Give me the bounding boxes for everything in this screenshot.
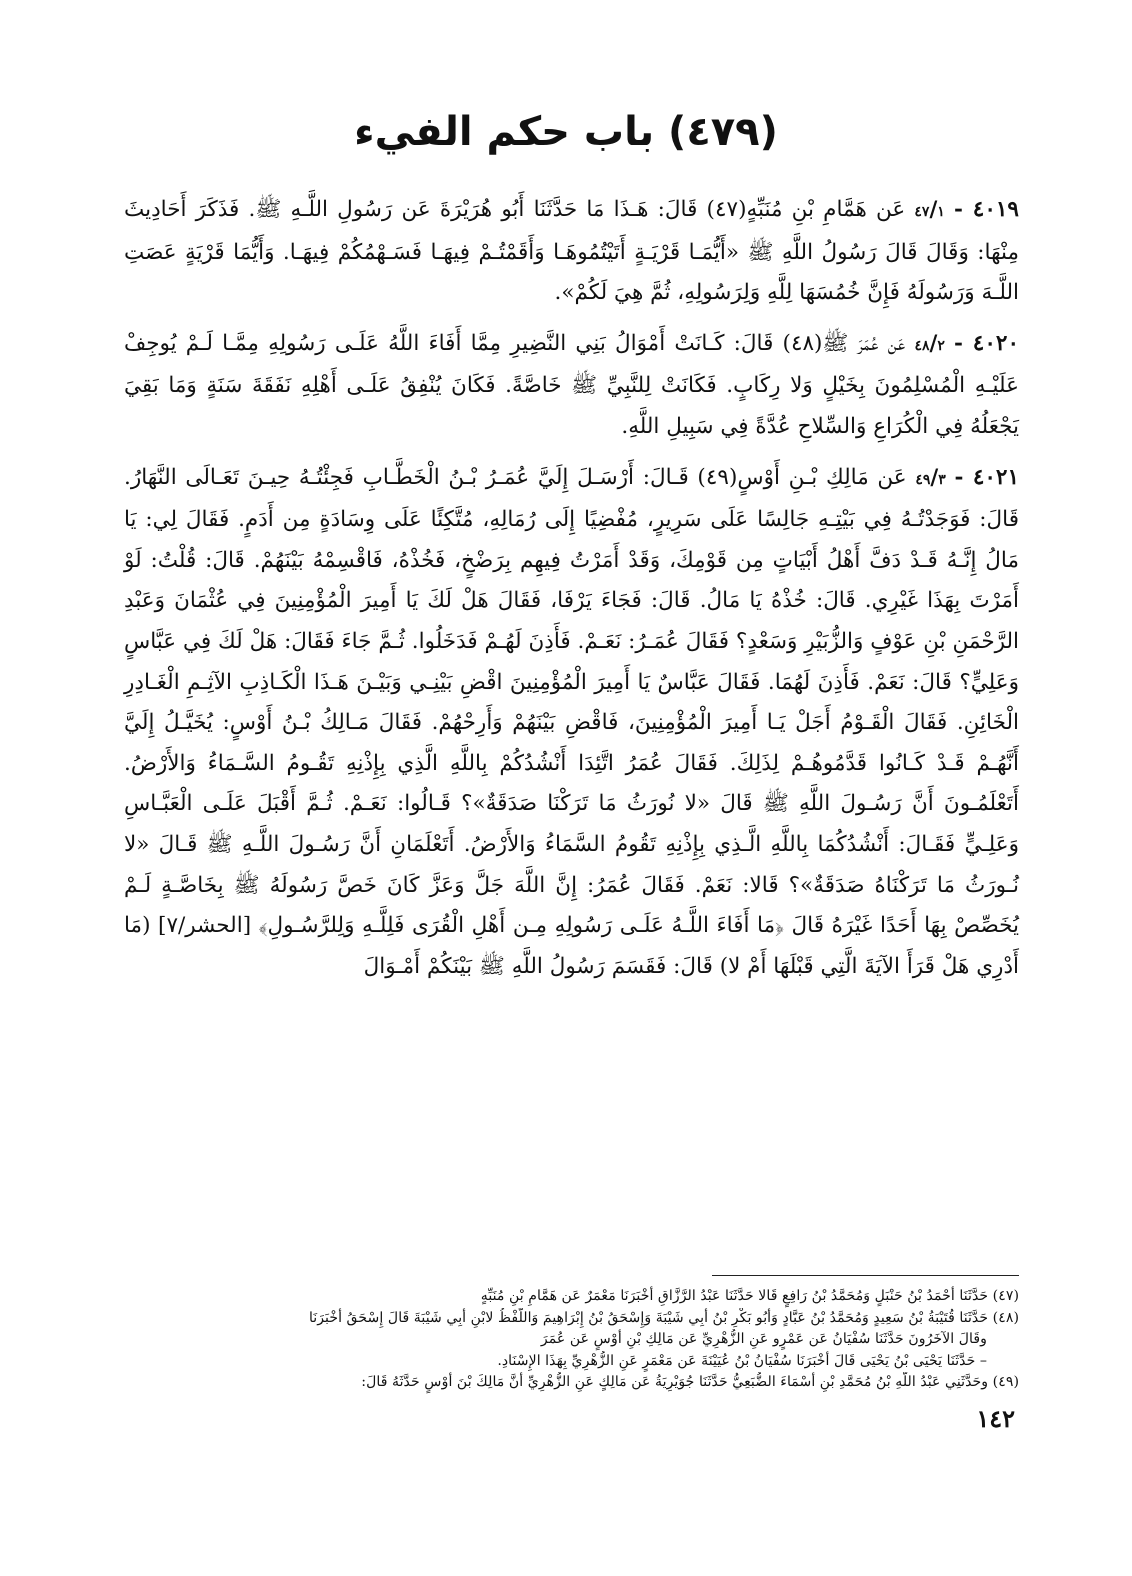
hadith-text: عَن مَالِكِ بْـنِ أَوْسٍ(٤٩) قَـالَ: أَرْسَـلَ إِلَيَّ عُمَـرُ بْـنُ الْخَطَّـابِ فَجِئْتُـهُ حِيـنَ تَعَـالَى النَّهَارُ. قَالَ: فَوَجَدْتُـهُ فِي بَيْتِـهِ جَالِسًا عَلَى سَرِيرٍ، مُفْضِيًا إِلَى رُمَالِهِ، مُتَّكِئًا عَلَى وِسَادَةٍ مِن أَدَمٍ. فَقَالَ لِي: يَا مَالُ إِنَّـهُ قَـدْ دَفَّ أَهْلُ أَبْيَاتٍ مِن قَوْمِكَ، وَقَدْ أَمَرْتُ فِيهِم بِرَضْخٍ، فَخُذْهُ، فَاقْسِمْهُ بَيْنَهُمْ. قَالَ: قُلْتُ: لَوْ أَمَرْتَ بِهَذَا غَيْرِي. قَالَ: خُذْهُ يَا مَالُ. قَالَ: فَجَاءَ يَرْفَا، فَقَالَ هَلْ لَكَ يَا أَمِيرَ الْمُؤْمِنِينَ فِي عُثْمَانَ وَعَبْدِ الرَّحْمَنِ بْنِ عَوْفٍ وَالزُّبَيْرِ وَسَعْدٍ؟ فَقَالَ عُمَـرُ: نَعَـمْ. فَأَذِنَ لَهُـمْ فَدَخَلُوا. ثُـمَّ جَاءَ فَقَالَ: هَلْ لَكَ فِي عَبَّاسٍ وَعَلِيٍّ؟ قَالَ: نَعَمْ. فَأَذِنَ لَهُمَا. فَقَالَ عَبَّاسٌ يَا أَمِيرَ الْمُؤْمِنِينَ اقْضِ بَيْنِـي وَبَيْـنَ هَـذَا الْكَـاذِبِ الآثِـمِ الْغَـادِرِ الْخَائِنِ. فَقَالَ الْقَـوْمُ أَجَلْ يَـا أَمِيرَ الْمُؤْمِنِينَ، فَاقْضِ بَيْنَهُمْ وَأَرِحْهُمْ. فَقَالَ مَـالِكُ بْـنُ أَوْسٍ: يُخَيَّـلُ إِلَيَّ أَنَّهُـمْ قَـدْ كَـانُوا قَدَّمُوهُـمْ لِذَلِكَ. فَقَالَ عُمَرُ اتَّئِدَا أَنْشُدُكُمْ بِاللَّهِ الَّذِي بِإِذْنِهِ تَقُـومُ السَّـمَاءُ وَالأَرْضُ. أَتَعْلَمُـونَ أَنَّ رَسُـولَ اللَّهِ ﷺ قَالَ «لا نُورَثُ مَا تَرَكْنَا صَدَقَةٌ»؟ قَـالُوا: نَعَـمْ. ثُـمَّ أَقْبَلَ عَلَـى الْعَبَّـاسِ وَعَلِـيٍّ فَقَـالَ: أَنْشُدُكُمَا بِاللَّهِ الَّـذِي بِإِذْنِهِ تَقُومُ السَّمَاءُ وَالأَرْضُ. أَتَعْلَمَانِ أَنَّ رَسُـولَ اللَّـهِ ﷺ قَـالَ «لا نُـورَثُ مَا تَرَكْنَاهُ صَدَقَةٌ»؟ قَالا: نَعَمْ. فَقَالَ عُمَرُ: إِنَّ اللَّهَ جَلَّ وَعَزَّ كَانَ خَصَّ رَسُولَهُ ﷺ بِخَاصَّـةٍ لَـمْ يُخَصِّصْ بِهَا أَحَدًا غَيْرَهُ قَالَ ﴿مَا أَفَاءَ اللَّـهُ عَلَـى رَسُولِهِ مِـن أَهْلِ الْقُرَى فَلِلَّـهِ وَلِلرَّسُـولِ﴾ [الحشر/٧] (مَا أَدْرِي هَلْ قَرَأَ الآيَةَ الَّتِي قَبْلَهَا أَمْ لا) قَالَ: فَقَسَمَ رَسُولُ اللَّهِ ﷺ بَيْنَكُمْ أَمْـوَالَ [124,464,1019,979]
hadith-text: عَن عُمَرَ ﷺ(٤٨) قَالَ: كَـانَتْ أَمْوَالُ بَنِي النَّضِيرِ مِمَّا أَفَاءَ اللَّهُ عَلَـى رَسُولِهِ مِمَّـا لَـمْ يُوجِفْ عَلَيْـهِ الْمُسْلِمُونَ بِخَيْلٍ وَلا رِكَابٍ. فَكَانَتْ لِلنَّبِيِّ ﷺ خَاصَّةً. فَكَانَ يُنْفِقُ عَلَـى أَهْلِهِ نَفَقَةَ سَنَةٍ وَمَا بَقِيَ يَجْعَلُهُ فِي الْكُرَاعِ وَالسِّلاحِ عُدَّةً فِي سَبِيلِ اللَّهِ. [124,330,1019,439]
hadith-reference: ٤٨/٢ [914,330,945,356]
hadith-reference-top: ٤٨ [914,337,930,354]
footnote-48: (٤٨) حَدَّثَنَا قُتَيْبَةُ بْنُ سَعِيدٍ وَمُحَمَّدُ بْنُ عَبَّادٍ وَأَبُو بَكْرِ بْنُ أَبِي شَيْبَةَ وَإِسْحَقُ بْنُ إِبْرَاهِيمَ وَاللَّفْظُ لابْنِ أَبِي شَيْبَةَ قَالَ إِسْحَقُ أَخْبَرَنَا [308,1309,1019,1326]
hadith-body [124,190,1019,997]
hadith-reference: ٤٧/١ [914,197,945,222]
chapter-title: (٤٧٩) باب حكم الفيء [354,109,778,155]
hadith-reference: ٤٩/٣ [915,464,946,490]
footnote-48-alt-chain: – حَدَّثَنَا يَحْيَى بْنُ يَحْيَى قَالَ أَخْبَرَنَا سُفْيَانُ بْنُ عُيَيْنَةَ عَن مَعْمَرٍ عَنِ الزُّهْرِيِّ بِهَذَا الإِسْنَادِ. [497,1352,987,1369]
hadith-reference-top: ٤٧ [914,204,930,220]
footnote-47: (٤٧) حَدَّثَنَا أَحْمَدُ بْنُ حَنْبَلٍ وَمُحَمَّدُ بْنُ رَافِعٍ قَالا حَدَّثَنَا عَبْدُ الرَّزَّاقِ أَخْبَرَنَا مَعْمَرٌ عَن هَمَّامِ بْنِ مُنَبِّهٍ [480,1288,1019,1304]
footnote-49: (٤٩) وحَدَّثَنِي عَبْدُ اللَّهِ بْنُ مُحَمَّدِ بْنِ أَسْمَاءَ الضُّبَعِيُّ حَدَّثَنَا جُوَيْرِيَةُ عَن مَالِكٍ عَنِ الزُّهْرِيِّ أَنَّ مَالِكَ بْنَ أَوْسٍ حَدَّثَهُ قَالَ: [361,1374,1019,1390]
footnote-48-continued: وقَالَ الآخَرُونَ حَدَّثَنَا سُفْيَانُ عَن عَمْرٍو عَنِ الزُّهْرِيِّ عَن مَالِكِ بْنِ أَوْسٍ عَن عُمَرَ [540,1331,987,1347]
hadith-reference-bottom: ١ [937,204,945,220]
hadith-reference-bottom: ٣ [938,471,946,488]
hadith-text: عَن هَمَّامِ بْنِ مُنَبِّهٍ(٤٧) قَالَ: هَـذَا مَا حَدَّثَنَا أَبُو هُرَيْرَةَ عَن رَسُولِ اللَّـهِ ﷺ. فَذَكَرَ أَحَادِيثَ مِنْهَا: وَقَالَ قَالَ رَسُولُ اللَّهِ ﷺ «أَيُّمَـا قَرْيَـةٍ أَتَيْتُمُوهَـا وَأَقَمْتُـمْ فِيهَـا فَسَـهْمُكُمْ فِيهَـا. وَأَيُّمَا قَرْيَةٍ عَصَتِ اللَّـهَ وَرَسُولَهُ فَإِنَّ خُمُسَهَا لِلَّهِ وَلِرَسُولِهِ، ثُمَّ هِيَ لَكُمْ». [124,197,1019,306]
hadith-reference-bottom: ٢ [937,337,945,354]
hadith-number: ٤٠٢١ - [954,464,1020,490]
footnotes [124,1286,1019,1394]
hadith-number: ٤٠٢٠ - [954,330,1019,356]
hadith-reference-top: ٤٩ [915,471,931,488]
hadith-4019 [124,190,1019,314]
page-number: ١٤٢ [976,1404,1015,1433]
footnote-divider [712,1275,1019,1276]
hadith-number: ٤٠١٩ - [954,197,1019,222]
hadith-4020 [124,324,1019,448]
hadith-4021 [124,458,1019,988]
